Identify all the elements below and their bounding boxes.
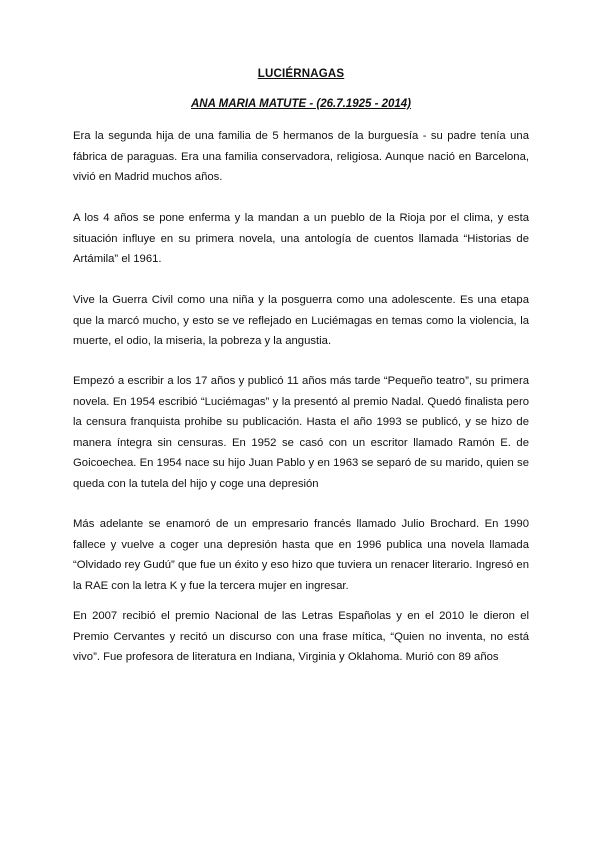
- paragraph-awards: En 2007 recibió el premio Nacional de las Letras Españolas y en el 2010 le dieron el Premio Cervantes y recitó un discurso con una frase mítica, “Quien no inventa, no está vivo”. Fue profesora de literatura en Indiana, Virginia y Oklahoma. Murió con 89 años: [73, 610, 529, 664]
- document-page: [73, 64, 529, 664]
- paragraph-childhood-illness: A los 4 años se pone enferma y la mandan a un pueblo de la Rioja por el clima, y esta situación influye en su primera novela, una antología de cuentos llamada “Historias de Artámila” el 1961.: [73, 212, 529, 266]
- document-subtitle: ANA MARIA MATUTE - (26.7.1925 - 2014): [190, 98, 412, 110]
- paragraph-civil-war: Vive la Guerra Civil como una niña y la posguerra como una adolescente. Es una etapa que la marcó mucho, y esto se ve reflejado en Luciémagas en temas como la violencia, la muerte, el odio, la miseria, la pobreza y la angustia.: [73, 294, 529, 348]
- paragraph-later-life: Más adelante se enamoró de un empresario francés llamado Julio Brochard. En 1990 fallece y vuelve a coger una depresión hasta que en 1996 publica una novela llamada “Olvidado rey Gudú” que fue un éxito y eso hizo que tuviera un renacer literario. Ingresó en la RAE con la letra K y fue la tercera mujer en ingresar.: [73, 518, 529, 592]
- paragraph-biography-family: Era la segunda hija de una familia de 5 hermanos de la burguesía - su padre tenía una fábrica de paraguas. Era una familia conservadora, religiosa. Aunque nació en Barcelona, vivió en Madrid muchos años.: [73, 130, 529, 184]
- document-title: LUCIÉRNAGAS: [257, 68, 345, 80]
- paragraph-writing-career: Empezó a escribir a los 17 años y publicó 11 años más tarde “Pequeño teatro”, su primera novela. En 1954 escribió “Luciémagas” y la presentó al premio Nadal. Quedó finalista pero la censura franquista prohibe su publicación. Hasta el año 1993 se publicó, y se hizo de manera íntegra sin censuras. En 1952 se casó con un escritor llamado Ramón E. de Goicoechea. En 1954 nace su hijo Juan Pablo y en 1963 se separó de su marido, quien se queda con la tutela del hijo y coge una depresión: [73, 375, 529, 490]
